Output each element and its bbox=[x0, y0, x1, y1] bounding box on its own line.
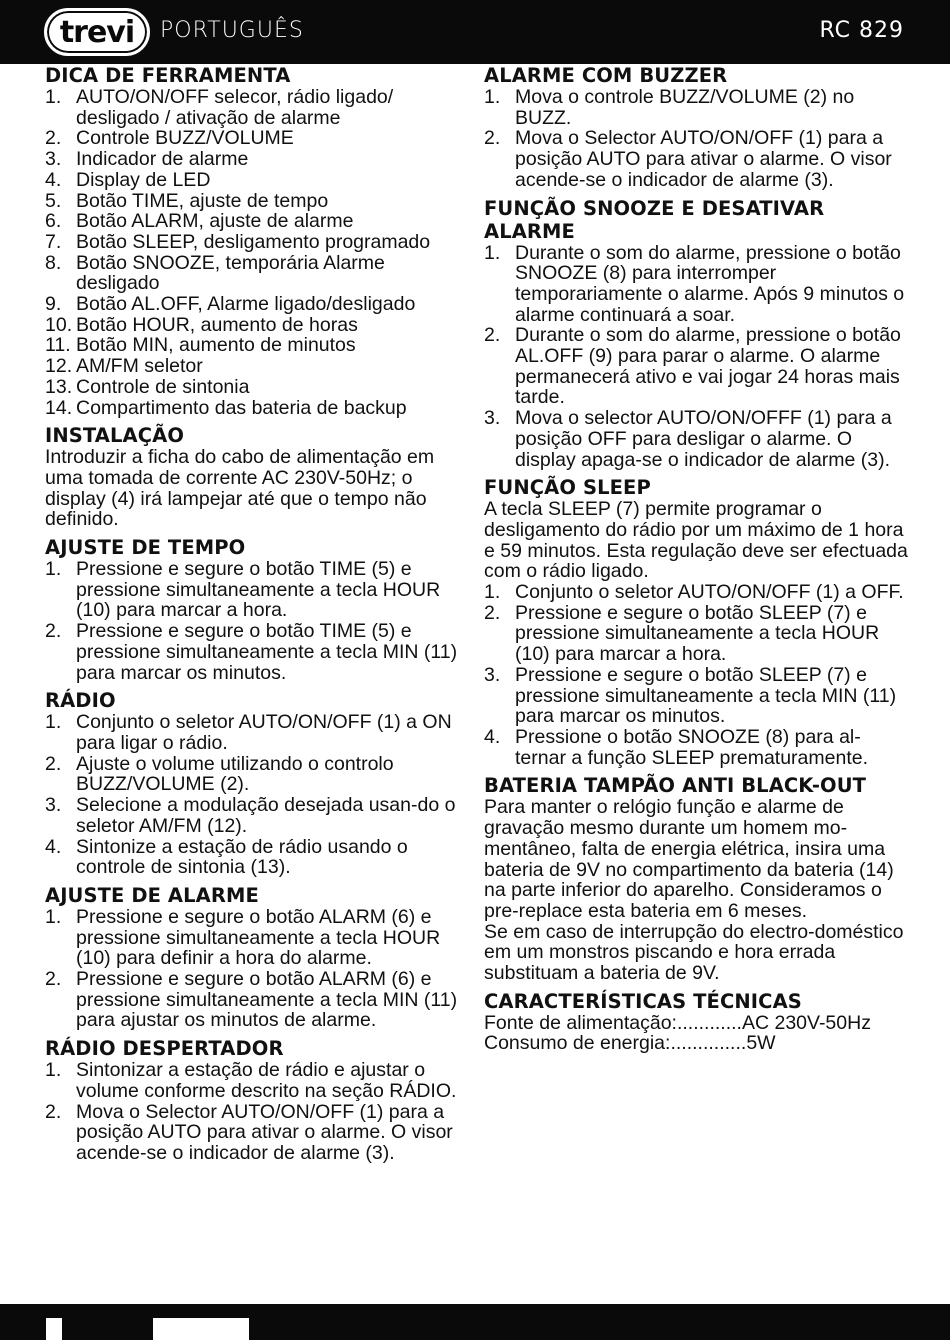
sleep-intro-text: A tecla SLEEP (7) permite programar o desligamento do rádio por um máximo de 1 hora e 59 minutos. Esta regulação deve ser efectuada com o rádio ligado. bbox=[484, 498, 908, 583]
list-item-number: 9. bbox=[45, 293, 62, 316]
list-item-text: Durante o som do alarme, pressione o botão SNOOZE (8) para interromper temporariamente o alarme. Após 9 minutos o alarme continuará a soar. bbox=[515, 241, 905, 326]
section-title: RÁDIO bbox=[45, 689, 116, 713]
list-item bbox=[45, 795, 470, 836]
list-item-number: 14. bbox=[45, 396, 73, 419]
list-item-number: 13. bbox=[45, 375, 73, 398]
section-title: RÁDIO DESPERTADOR bbox=[45, 1037, 284, 1061]
list-item-number: 2. bbox=[45, 127, 62, 150]
list-item bbox=[45, 398, 470, 419]
list-item bbox=[484, 727, 909, 768]
list-item bbox=[45, 754, 470, 795]
list-item bbox=[45, 559, 470, 621]
list-item-text: Pressione e segure o botão ALARM (6) e pressione simultaneamente a tecla HOUR (10) para definir a hora do alarme. bbox=[76, 905, 441, 970]
list-item bbox=[484, 128, 909, 190]
list-item bbox=[45, 294, 470, 315]
brand-logo bbox=[44, 8, 150, 56]
list-item-number: 2. bbox=[484, 127, 501, 150]
steps-list bbox=[484, 87, 909, 191]
page-footer bbox=[0, 1304, 950, 1340]
section-title: AJUSTE DE TEMPO bbox=[45, 536, 246, 560]
list-item bbox=[45, 211, 470, 232]
list-item-text: Pressione o botão SNOOZE (8) para al-ternar a função SLEEP prematuramente. bbox=[515, 725, 869, 769]
list-item bbox=[45, 712, 470, 753]
list-item-text: Sintonize a estação de rádio usando o controle de sintonia (13). bbox=[76, 835, 408, 879]
list-item-text: Controle de sintonia bbox=[76, 375, 250, 398]
list-item bbox=[484, 603, 909, 665]
battery-warning-text: Se em caso de interrupção do electro-doméstico em um monstros piscando e hora errada substituam a bateria de 9V. bbox=[484, 920, 904, 985]
list-item bbox=[484, 408, 909, 470]
list-item-number: 4. bbox=[484, 725, 501, 748]
section-battery bbox=[484, 773, 909, 983]
list-item bbox=[45, 377, 470, 398]
list-item-number: 1. bbox=[45, 711, 62, 734]
section-title: INSTALAÇÃO bbox=[45, 424, 184, 448]
list-item-text: Botão SLEEP, desligamento programado bbox=[76, 230, 431, 253]
section-title: FUNÇÃO SNOOZE E DESATIVAR ALARME bbox=[484, 196, 825, 243]
steps-list bbox=[45, 559, 470, 683]
list-item bbox=[45, 315, 470, 336]
section-title: CARACTERÍSTICAS TÉCNICAS bbox=[484, 989, 802, 1013]
list-item-text: Sintonizar a estação de rádio e ajustar o volume conforme descrito na seção RÁDIO. bbox=[76, 1059, 457, 1102]
battery-text: Para manter o relógio função e alarme de gravação mesmo durante um homem mo-mentâneo, falta de energia elétrica, insira uma bateria de 9V no compartimento da bateria (14) na parte inferior do aparelho. Consideramos o pre-replace esta bateria em 6 meses. bbox=[484, 796, 894, 922]
list-item-text: Pressione e segure o botão SLEEP (7) e pressione simultaneamente a tecla HOUR (10) para marcar a hora. bbox=[515, 601, 880, 666]
section-radio-alarm bbox=[45, 1036, 470, 1164]
page-header bbox=[0, 0, 950, 64]
list-item-text: Botão MIN, aumento de minutos bbox=[76, 334, 356, 357]
list-item bbox=[45, 253, 470, 294]
list-item-number: 1. bbox=[45, 558, 62, 581]
list-item-text: Botão HOUR, aumento de horas bbox=[76, 313, 358, 336]
list-item-text: Selecione a modulação desejada usan-do o seletor AM/FM (12). bbox=[76, 794, 456, 837]
list-item-text: Durante o som do alarme, pressione o botão AL.OFF (9) para parar o alarme. O alarme permanecerá ativo e vai jogar 24 horas mais tarde. bbox=[515, 324, 901, 409]
footer-mark bbox=[46, 1318, 62, 1340]
list-item-text: Conjunto o seletor AUTO/ON/OFF (1) a ON para ligar o rádio. bbox=[76, 711, 452, 754]
spec-label: Fonte de alimentação: bbox=[484, 1011, 677, 1034]
list-item-number: 5. bbox=[45, 189, 62, 212]
list-item-number: 2. bbox=[484, 601, 501, 624]
list-item-number: 6. bbox=[45, 210, 62, 233]
section-title: DICA DE FERRAMENTA bbox=[45, 64, 291, 87]
spec-row-power-consumption bbox=[484, 1033, 909, 1054]
list-item-number: 2. bbox=[45, 752, 62, 775]
list-item-number: 2. bbox=[45, 968, 62, 991]
list-item bbox=[45, 335, 470, 356]
list-item bbox=[45, 621, 470, 683]
list-item bbox=[45, 907, 470, 969]
list-item-number: 8. bbox=[45, 251, 62, 274]
steps-list bbox=[45, 907, 470, 1031]
section-alarm-set bbox=[45, 883, 470, 1031]
section-radio bbox=[45, 688, 470, 878]
list-item-number: 4. bbox=[45, 835, 62, 858]
list-item-number: 1. bbox=[484, 86, 501, 108]
list-item-text: Mova o controle BUZZ/VOLUME (2) no BUZZ. bbox=[515, 86, 855, 129]
spec-label: Consumo de energia: bbox=[484, 1032, 671, 1055]
install-text: Introduzir a ficha do cabo de alimentação em uma tomada de corrente AC 230V-50Hz; o display (4) irá lampejar até que o tempo não definido. bbox=[45, 446, 435, 531]
list-item bbox=[45, 969, 470, 1031]
left-column bbox=[45, 64, 470, 1164]
list-item-number: 10. bbox=[45, 313, 73, 336]
list-item-number: 1. bbox=[45, 1059, 62, 1082]
list-item-number: 1. bbox=[484, 581, 501, 604]
list-item-text: Compartimento das bateria de backup bbox=[76, 396, 407, 419]
list-item bbox=[45, 232, 470, 253]
list-item-text: Pressione e segure o botão TIME (5) e pressione simultaneamente a tecla MIN (11) para marcar os minutos. bbox=[76, 620, 458, 684]
list-item-number: 3. bbox=[484, 663, 501, 686]
list-item-text: Mova o Selector AUTO/ON/OFF (1) para a posição AUTO para ativar o alarme. O visor acende-se o indicador de alarme (3). bbox=[515, 127, 892, 191]
model-number: RC 829 bbox=[819, 18, 904, 43]
list-item bbox=[45, 837, 470, 878]
section-title: BATERIA TAMPÃO ANTI BLACK-OUT bbox=[484, 774, 867, 798]
list-item bbox=[45, 1060, 470, 1101]
list-item-number: 4. bbox=[45, 168, 62, 191]
list-item bbox=[484, 243, 909, 326]
list-item bbox=[484, 665, 909, 727]
section-sleep bbox=[484, 475, 909, 768]
list-item bbox=[45, 191, 470, 212]
list-item-text: Indicador de alarme bbox=[76, 148, 249, 171]
list-item-text: AUTO/ON/OFF selecor, rádio ligado/ desligado / ativação de alarme bbox=[76, 86, 394, 129]
footer-mark bbox=[153, 1318, 249, 1340]
list-item-text: Pressione e segure o botão TIME (5) e pressione simultaneamente a tecla HOUR (10) para marcar a hora. bbox=[76, 558, 441, 622]
list-item-number: 2. bbox=[45, 1100, 62, 1123]
list-item-text: AM/FM seletor bbox=[76, 355, 203, 378]
list-item-text: Mova o Selector AUTO/ON/OFF (1) para a posição AUTO para ativar o alarme. O visor acende-se o indicador de alarme (3). bbox=[76, 1100, 453, 1164]
right-column bbox=[484, 64, 909, 1054]
list-item-text: Botão SNOOZE, temporária Alarme desligado bbox=[76, 251, 385, 295]
language-label: PORTUGUÊS bbox=[160, 18, 304, 43]
list-item-number: 3. bbox=[45, 148, 62, 171]
list-item bbox=[45, 149, 470, 170]
list-item-text: Mova o selector AUTO/ON/OFFF (1) para a posição OFF para desligar o alarme. O display apaga-se o indicador de alarme (3). bbox=[515, 407, 892, 471]
list-item bbox=[484, 582, 909, 603]
list-item-text: Conjunto o seletor AUTO/ON/OFF (1) a OFF. bbox=[515, 581, 904, 604]
section-install bbox=[45, 423, 470, 530]
steps-list bbox=[484, 243, 909, 471]
list-item bbox=[45, 128, 470, 149]
list-item bbox=[45, 170, 470, 191]
spec-row-power-supply bbox=[484, 1013, 909, 1034]
list-item-text: Controle BUZZ/VOLUME bbox=[76, 127, 294, 150]
steps-list bbox=[45, 712, 470, 878]
section-title: AJUSTE DE ALARME bbox=[45, 883, 259, 907]
spec-dots: ............ bbox=[676, 1011, 742, 1034]
list-item bbox=[484, 325, 909, 408]
list-item-text: Botão AL.OFF, Alarme ligado/desligado bbox=[76, 293, 416, 316]
steps-list bbox=[45, 1060, 470, 1164]
list-item-number: 1. bbox=[45, 905, 62, 928]
list-item-text: Display de LED bbox=[76, 168, 211, 191]
section-tools bbox=[45, 64, 470, 418]
list-item bbox=[45, 87, 470, 128]
list-item-text: Ajuste o volume utilizando o controlo BUZZ/VOLUME (2). bbox=[76, 752, 394, 796]
list-item-number: 1. bbox=[45, 86, 62, 108]
section-buzzer bbox=[484, 64, 909, 191]
list-item-number: 3. bbox=[45, 794, 62, 817]
parts-list bbox=[45, 87, 470, 418]
list-item bbox=[45, 1102, 470, 1164]
list-item-number: 1. bbox=[484, 241, 501, 264]
section-title: ALARME COM BUZZER bbox=[484, 64, 728, 87]
section-time-set bbox=[45, 535, 470, 683]
section-specs bbox=[484, 989, 909, 1054]
list-item-text: Pressione e segure o botão SLEEP (7) e pressione simultaneamente a tecla MIN (11) para marcar os minutos. bbox=[515, 663, 897, 728]
list-item-number: 2. bbox=[45, 620, 62, 643]
section-title: FUNÇÃO SLEEP bbox=[484, 476, 651, 500]
list-item-number: 2. bbox=[484, 324, 501, 347]
list-item-number: 11. bbox=[45, 334, 71, 357]
list-item bbox=[484, 87, 909, 128]
spec-dots: .............. bbox=[670, 1032, 747, 1055]
list-item-text: Pressione e segure o botão ALARM (6) e pressione simultaneamente a tecla MIN (11) para ajustar os minutos de alarme. bbox=[76, 968, 458, 1032]
brand-logo-text: trevi bbox=[59, 15, 135, 50]
steps-list bbox=[484, 582, 909, 768]
list-item-number: 3. bbox=[484, 407, 501, 430]
list-item bbox=[45, 356, 470, 377]
spec-value: 5W bbox=[746, 1032, 776, 1055]
list-item-text: Botão TIME, ajuste de tempo bbox=[76, 189, 329, 212]
section-snooze bbox=[484, 196, 909, 471]
list-item-number: 12. bbox=[45, 355, 73, 378]
spec-value: AC 230V-50Hz bbox=[741, 1011, 871, 1034]
list-item-number: 7. bbox=[45, 230, 62, 253]
list-item-text: Botão ALARM, ajuste de alarme bbox=[76, 210, 354, 233]
